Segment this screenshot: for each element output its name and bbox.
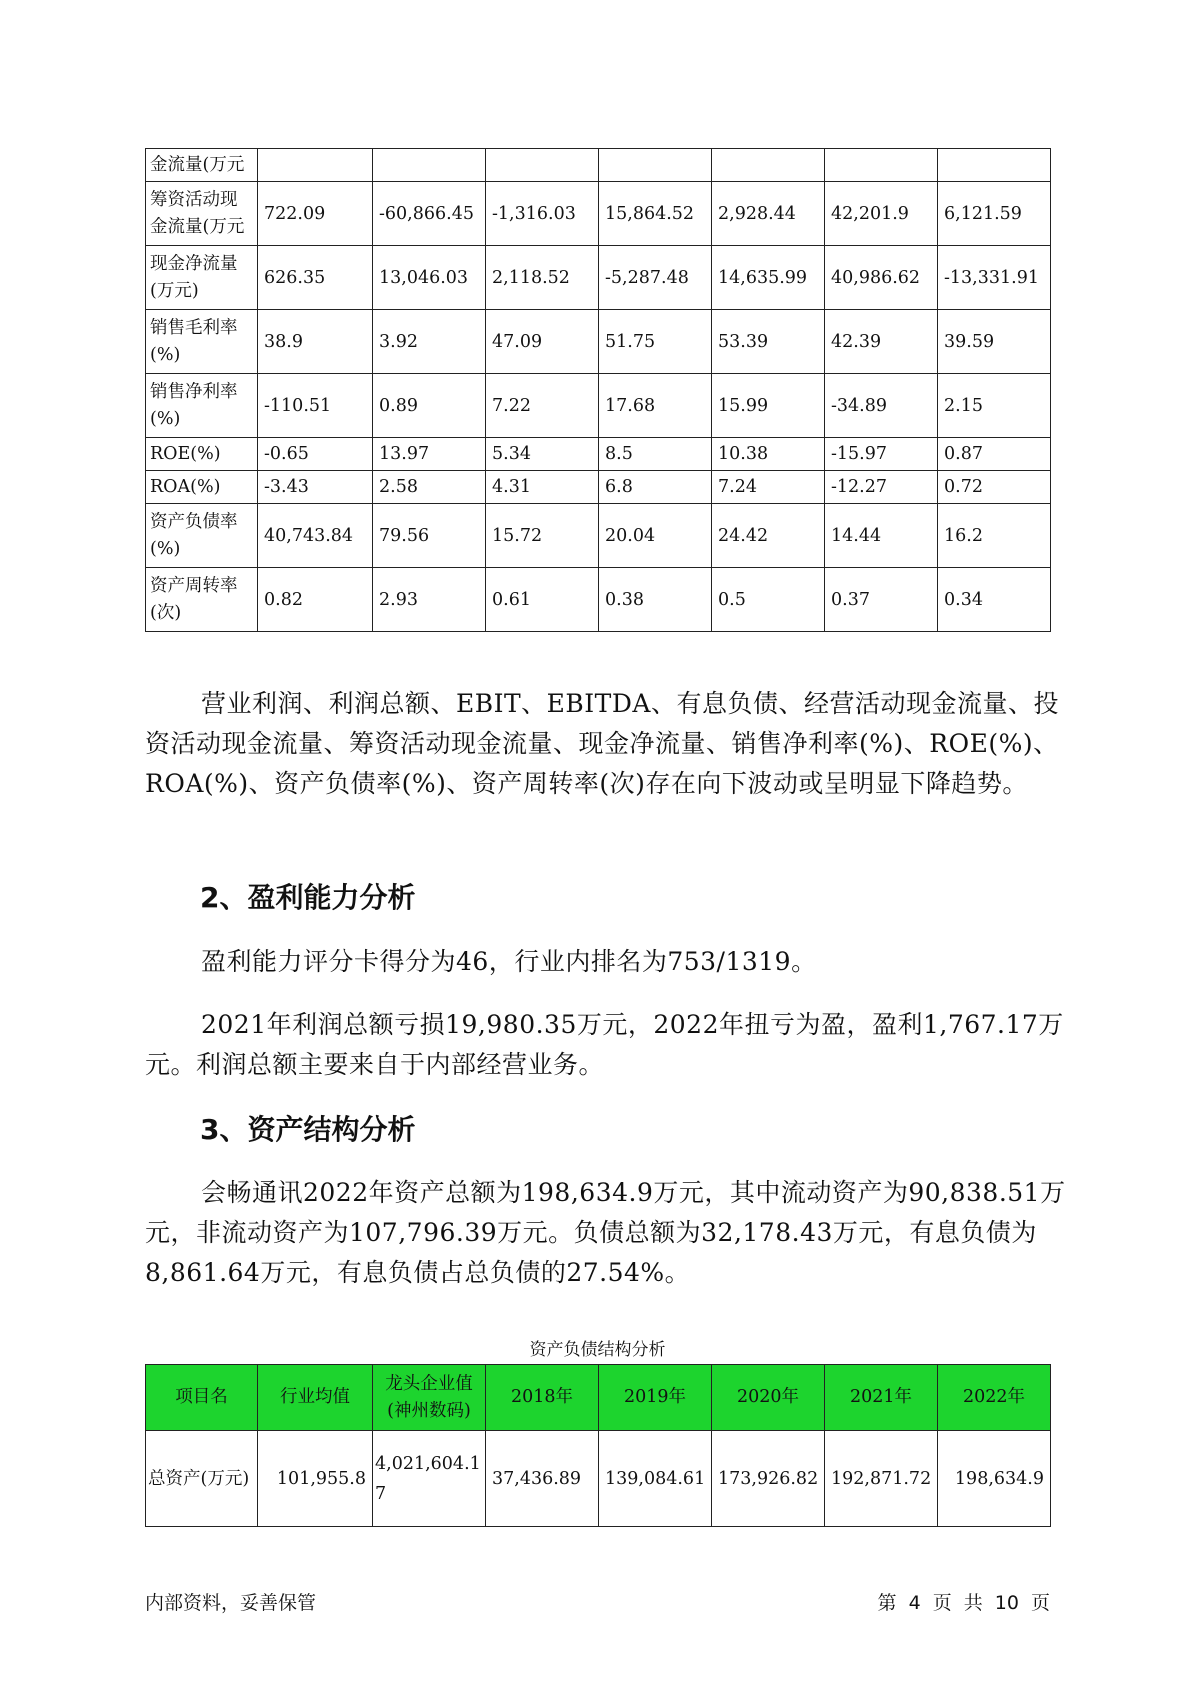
table-cell: -15.97 (825, 438, 938, 471)
table-cell: 10.38 (712, 438, 825, 471)
table-cell: 2.15 (938, 374, 1051, 438)
table-cell: 2,928.44 (712, 182, 825, 246)
table-row (146, 182, 1051, 246)
table-cell: -34.89 (825, 374, 938, 438)
table-cell: 4.31 (486, 471, 599, 504)
table-cell: -0.65 (258, 438, 373, 471)
table-row (146, 438, 1051, 471)
column-header: 行业均值 (258, 1365, 373, 1431)
table-cell: 0.5 (712, 568, 825, 632)
table-caption: 资产负债结构分析 (529, 1340, 666, 1360)
table-cell: 0.38 (599, 568, 712, 632)
table-cell: 4,021,604.17 (373, 1431, 486, 1527)
trend-paragraph: 营业利润、利润总额、EBIT、EBITDA、有息负债、经营活动现金流量、投资活动现金流量、筹资活动现金流量、现金净流量、销售净利率(%)、ROE(%)、ROA(%)、资产负债率(%)、资产周转率(次)存在向下波动或呈明显下降趋势。 (145, 689, 1059, 798)
table-header-row (146, 1365, 1051, 1431)
table-cell: 15,864.52 (599, 182, 712, 246)
row-label: 金流量(万元 (146, 149, 258, 182)
row-label: 销售毛利率(%) (146, 310, 258, 374)
table-cell: 20.04 (599, 504, 712, 568)
row-label: ROA(%) (146, 471, 258, 504)
table-cell (373, 149, 486, 182)
row-label: ROE(%) (146, 438, 258, 471)
table-cell: -13,331.91 (938, 246, 1051, 310)
footer-confidential-note: 内部资料，妥善保管 (145, 1592, 317, 1614)
table-cell: 17.68 (599, 374, 712, 438)
profitability-score-paragraph: 盈利能力评分卡得分为46，行业内排名为753/1319。 (201, 947, 817, 976)
table-cell: 101,955.8 (258, 1431, 373, 1527)
table-row (146, 246, 1051, 310)
table-cell: 42,201.9 (825, 182, 938, 246)
table-cell: 42.39 (825, 310, 938, 374)
table-cell: 14,635.99 (712, 246, 825, 310)
table-cell: 15.99 (712, 374, 825, 438)
table-cell: 24.42 (712, 504, 825, 568)
table-cell: 198,634.9 (938, 1431, 1051, 1527)
table-cell: 53.39 (712, 310, 825, 374)
table-cell: 5.34 (486, 438, 599, 471)
table-cell: 139,084.61 (599, 1431, 712, 1527)
table-cell: 0.82 (258, 568, 373, 632)
profit-summary-paragraph: 2021年利润总额亏损19,980.35万元，2022年扭亏为盈，盈利1,767.17万元。利润总额主要来自于内部经营业务。 (145, 1010, 1064, 1079)
table-cell: 3.92 (373, 310, 486, 374)
column-header: 项目名 (146, 1365, 258, 1431)
table-cell: -60,866.45 (373, 182, 486, 246)
table-cell: 173,926.82 (712, 1431, 825, 1527)
column-header: 2018年 (486, 1365, 599, 1431)
table-cell: 40,743.84 (258, 504, 373, 568)
table-cell: 7.22 (486, 374, 599, 438)
table-cell: 0.34 (938, 568, 1051, 632)
table-cell: -3.43 (258, 471, 373, 504)
table-cell: 2,118.52 (486, 246, 599, 310)
column-header: 2021年 (825, 1365, 938, 1431)
table-cell (599, 149, 712, 182)
row-label: 资产周转率(次) (146, 568, 258, 632)
table-cell: 0.89 (373, 374, 486, 438)
asset-structure-paragraph: 会畅通讯2022年资产总额为198,634.9万元，其中流动资产为90,838.51万元，非流动资产为107,796.39万元。负债总额为32,178.43万元，有息负债为8,861.64万元，有息负债占总负债的27.54%。 (145, 1178, 1066, 1287)
table-row (146, 310, 1051, 374)
table-row (146, 374, 1051, 438)
row-label: 销售净利率(%) (146, 374, 258, 438)
table-cell: 15.72 (486, 504, 599, 568)
table-cell (825, 149, 938, 182)
footer-page-number: 第 4 页 共 10 页 (877, 1592, 1050, 1614)
row-label: 现金净流量(万元) (146, 246, 258, 310)
table-cell: 7.24 (712, 471, 825, 504)
table-cell (486, 149, 599, 182)
table-cell: 51.75 (599, 310, 712, 374)
table-cell: 37,436.89 (486, 1431, 599, 1527)
table-cell: 6.8 (599, 471, 712, 504)
table-cell: 722.09 (258, 182, 373, 246)
row-label: 筹资活动现金流量(万元 (146, 182, 258, 246)
column-header: 2019年 (599, 1365, 712, 1431)
row-label: 总资产(万元) (146, 1431, 258, 1527)
table-row (146, 504, 1051, 568)
table-cell: -5,287.48 (599, 246, 712, 310)
table-row (146, 568, 1051, 632)
table-cell: 79.56 (373, 504, 486, 568)
table-cell: 13,046.03 (373, 246, 486, 310)
table-row (146, 149, 1051, 182)
table-cell: 2.93 (373, 568, 486, 632)
section-heading-profitability: 2、盈利能力分析 (200, 881, 416, 914)
table-cell: 0.37 (825, 568, 938, 632)
financial-indicator-table (145, 148, 1051, 632)
table-cell: 13.97 (373, 438, 486, 471)
balance-sheet-structure-table (145, 1364, 1051, 1527)
table-cell: 8.5 (599, 438, 712, 471)
section-heading-asset-structure: 3、资产结构分析 (200, 1113, 416, 1146)
table-cell: 47.09 (486, 310, 599, 374)
table-cell: 38.9 (258, 310, 373, 374)
table-cell: 626.35 (258, 246, 373, 310)
table-cell: 0.87 (938, 438, 1051, 471)
table-cell: 16.2 (938, 504, 1051, 568)
table-cell: 2.58 (373, 471, 486, 504)
table-cell: 192,871.72 (825, 1431, 938, 1527)
table-cell: -12.27 (825, 471, 938, 504)
row-label: 资产负债率(%) (146, 504, 258, 568)
table-cell: -110.51 (258, 374, 373, 438)
table-cell: 39.59 (938, 310, 1051, 374)
table-row (146, 1431, 1051, 1527)
table-cell: -1,316.03 (486, 182, 599, 246)
table-cell (258, 149, 373, 182)
column-header: 2022年 (938, 1365, 1051, 1431)
column-header: 2020年 (712, 1365, 825, 1431)
table-cell: 14.44 (825, 504, 938, 568)
column-header: 龙头企业值(神州数码) (373, 1365, 486, 1431)
table-cell (712, 149, 825, 182)
table-cell: 6,121.59 (938, 182, 1051, 246)
table-cell: 40,986.62 (825, 246, 938, 310)
table-row (146, 471, 1051, 504)
table-cell: 0.61 (486, 568, 599, 632)
table-cell (938, 149, 1051, 182)
table-cell: 0.72 (938, 471, 1051, 504)
